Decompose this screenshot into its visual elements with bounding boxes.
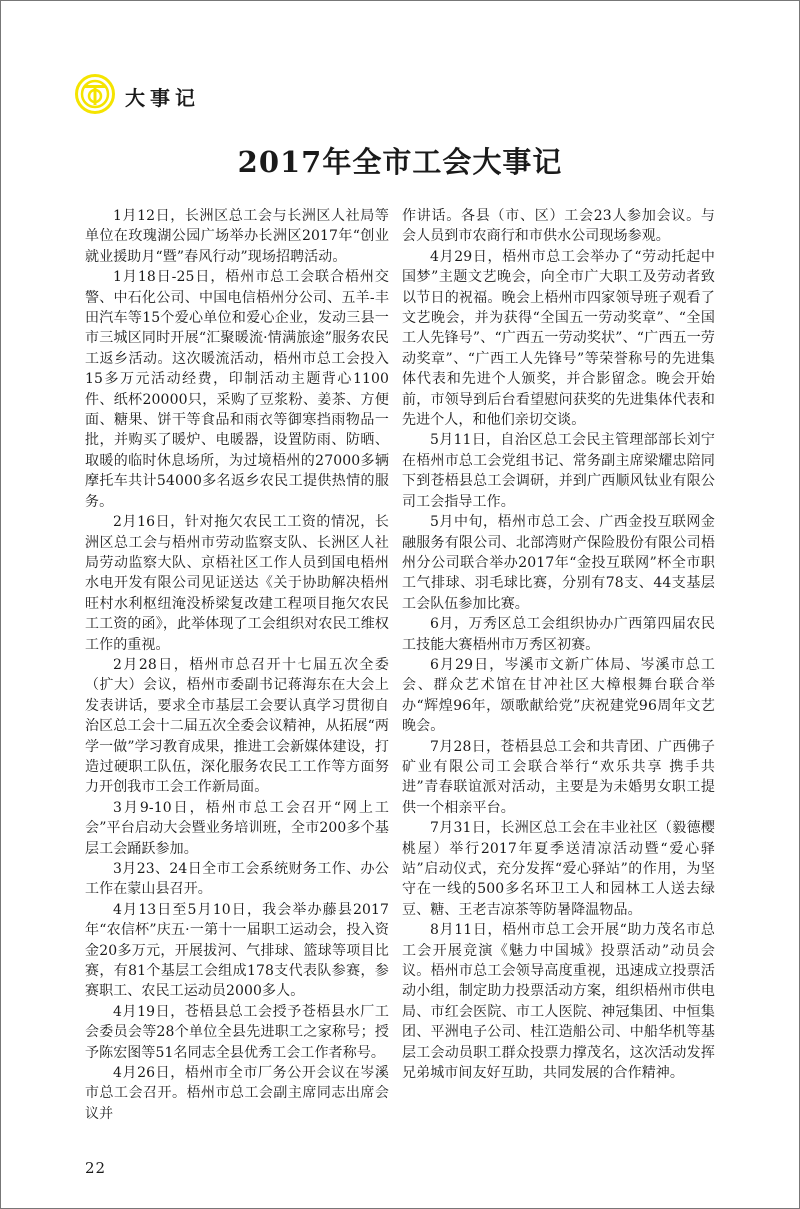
section-label: 大事记	[125, 86, 200, 110]
trade-union-logo-icon	[75, 74, 115, 114]
event-paragraph-continued: 作讲话。各县（市、区）工会23人参加会议。与会人员到市农商行和市供水公司现场参观。	[402, 208, 715, 245]
event-paragraph: 6月29日，岑溪市文新广体局、岑溪市总工会、群众艺术馆在甘冲社区大樟根舞台联合举办“辉煌96年，颂歌献给党”庆祝建党96周年文艺晚会。	[402, 656, 715, 735]
right-column	[402, 206, 715, 1083]
event-paragraph: 2月28日，梧州市总召开十七届五次全委（扩大）会议，梧州市委副书记蒋海东在大会上发表讲话，要求全市基层工会要认真学习贯彻自治区总工会十二届五次全委会议精神，从拓展“两学一做”学习教育成果，推进工会新媒体建设，打造过硬职工队伍，深化服务农民工工作等方面努力开创我市工会工作新局面。	[85, 656, 389, 796]
event-paragraph: 8月11日，梧州市总工会开展“助力茂名市总工会开展竞演《魅力中国城》投票活动”动员会议。梧州市总工会领导高度重视，迅速成立投票活动小组，制定助力投票活动方案，组织梧州市供电局、市红会医院、市工人医院、神冠集团、中恒集团、平洲电子公司、桂江造船公司、中船华机等基层工会动员职工群众投票力撑茂名，这次活动发挥兄弟城市间友好互助，共同发展的合作精神。	[402, 922, 715, 1082]
event-paragraph: 4月26日，梧州市全市厂务公开会议在岑溪市总工会召开。梧州市总工会副主席同志出席会议并	[85, 1065, 389, 1122]
event-paragraph: 2月16日，针对拖欠农民工工资的情况，长洲区总工会与梧州市劳动监察支队、长洲区人社局劳动监察大队、京梧社区工作人员到国电梧州水电开发有限公司见证送达《关于协助解决梧州旺村水利枢纽淹没桥梁复改建工程项目拖欠农民工工资的函》，此举体现了工会组织对农民工维权工作的重视。	[85, 514, 389, 653]
event-paragraph: 7月28日，苍梧县总工会和共青团、广西佛子矿业有限公司工会联合举行“欢乐共享 携手共进”青春联谊派对活动，主要是为未婚男女职工提供一个相亲平台。	[402, 738, 715, 816]
page-number: 22	[85, 1159, 107, 1178]
left-column	[85, 206, 389, 1178]
event-paragraph: 3月23、24日全市工会系统财务工作、办公工作在蒙山县召开。	[85, 861, 389, 898]
page-title: 2017年全市工会大事记	[237, 145, 563, 179]
event-paragraph: 4月29日，梧州市总工会举办了“劳动托起中国梦”主题文艺晚会，向全市广大职工及劳动者致以节日的祝福。晚会上梧州市四家领导班子观看了文艺晚会，并为获得“全国五一劳动奖章”、“全国工人先锋号”、“广西五一劳动奖状”、“广西五一劳动奖章”、“广西工人先锋号”等荣誉称号的先进集体代表和先进个人颁奖，并合影留念。晚会开始前，市领导到后台看望慰问获奖的先进集体代表和先进个人，和他们亲切交谈。	[402, 248, 715, 429]
event-paragraph: 5月11日，自治区总工会民主管理部部长刘宁在梧州市总工会党组书记、常务副主席梁耀忠陪同下到苍梧县总工会调研，并到广西顺风钛业有限公司工会指导工作。	[402, 432, 715, 510]
event-paragraph: 4月13日至5月10日，我会举办藤县2017年“农信杯”庆五·一第十一届职工运动会，投入资金20多万元，开展拔河、气排球、篮球等项目比赛，有81个基层工会组成178支代表队参赛，参赛职工、农民工运动员2000多人。	[85, 901, 389, 1000]
event-paragraph: 7月31日，长洲区总工会在丰业社区（毅德樱桃屋）举行2017年夏季送清凉活动暨“爱心驿站”启动仪式，充分发挥“爱心驿站”的作用，为坚守在一线的500多名环卫工人和园林工人送去绿豆、糖、王老吉凉茶等防暑降温物品。	[402, 820, 715, 918]
event-paragraph: 4月19日，苍梧县总工会授予苍梧县水厂工会委员会等28个单位全县先进职工之家称号；授予陈宏图等51名同志全县优秀工会工作者称号。	[85, 1003, 389, 1061]
event-paragraph: 1月12日，长洲区总工会与长洲区人社局等单位在玫瑰湖公园广场举办长洲区2017年“创业就业援助月“暨”春风行动”现场招聘活动。	[85, 208, 389, 265]
event-paragraph: 5月中旬，梧州市总工会、广西金投互联网金融服务有限公司、北部湾财产保险股份有限公司梧州分公司联合举办2017年“金投互联网”杯全市职工气排球、羽毛球比赛，分别有78支、44支基层工会队伍参加比赛。	[402, 514, 715, 612]
event-paragraph: 1月18日-25日，梧州市总工会联合梧州交警、中石化公司、中国电信梧州分公司、五羊-丰田汽车等15个爱心单位和爱心企业，发动三县一市三城区同时开展“汇聚暖流·情满旅途”服务农民工返乡活动。这次暖流活动，梧州市总工会投入15多万元活动经费，印制活动主题背心1100件、纸杯20000只，采购了豆浆粉、姜茶、方便面、糖果、饼干等食品和雨衣等御寒挡雨物品一批，并购买了暖炉、电暖器，设置防雨、防晒、取暖的临时休息场所，为过境梧州的27000多辆摩托车共计54000多名返乡农民工提供热情的服务。	[85, 269, 389, 510]
event-paragraph: 6月，万秀区总工会组织协办广西第四届农民工技能大赛梧州市万秀区初赛。	[402, 616, 715, 653]
event-paragraph: 3月9-10日，梧州市总工会召开“网上工会”平台启动大会暨业务培训班，全市200多个基层工会踊跃参加。	[85, 799, 389, 857]
